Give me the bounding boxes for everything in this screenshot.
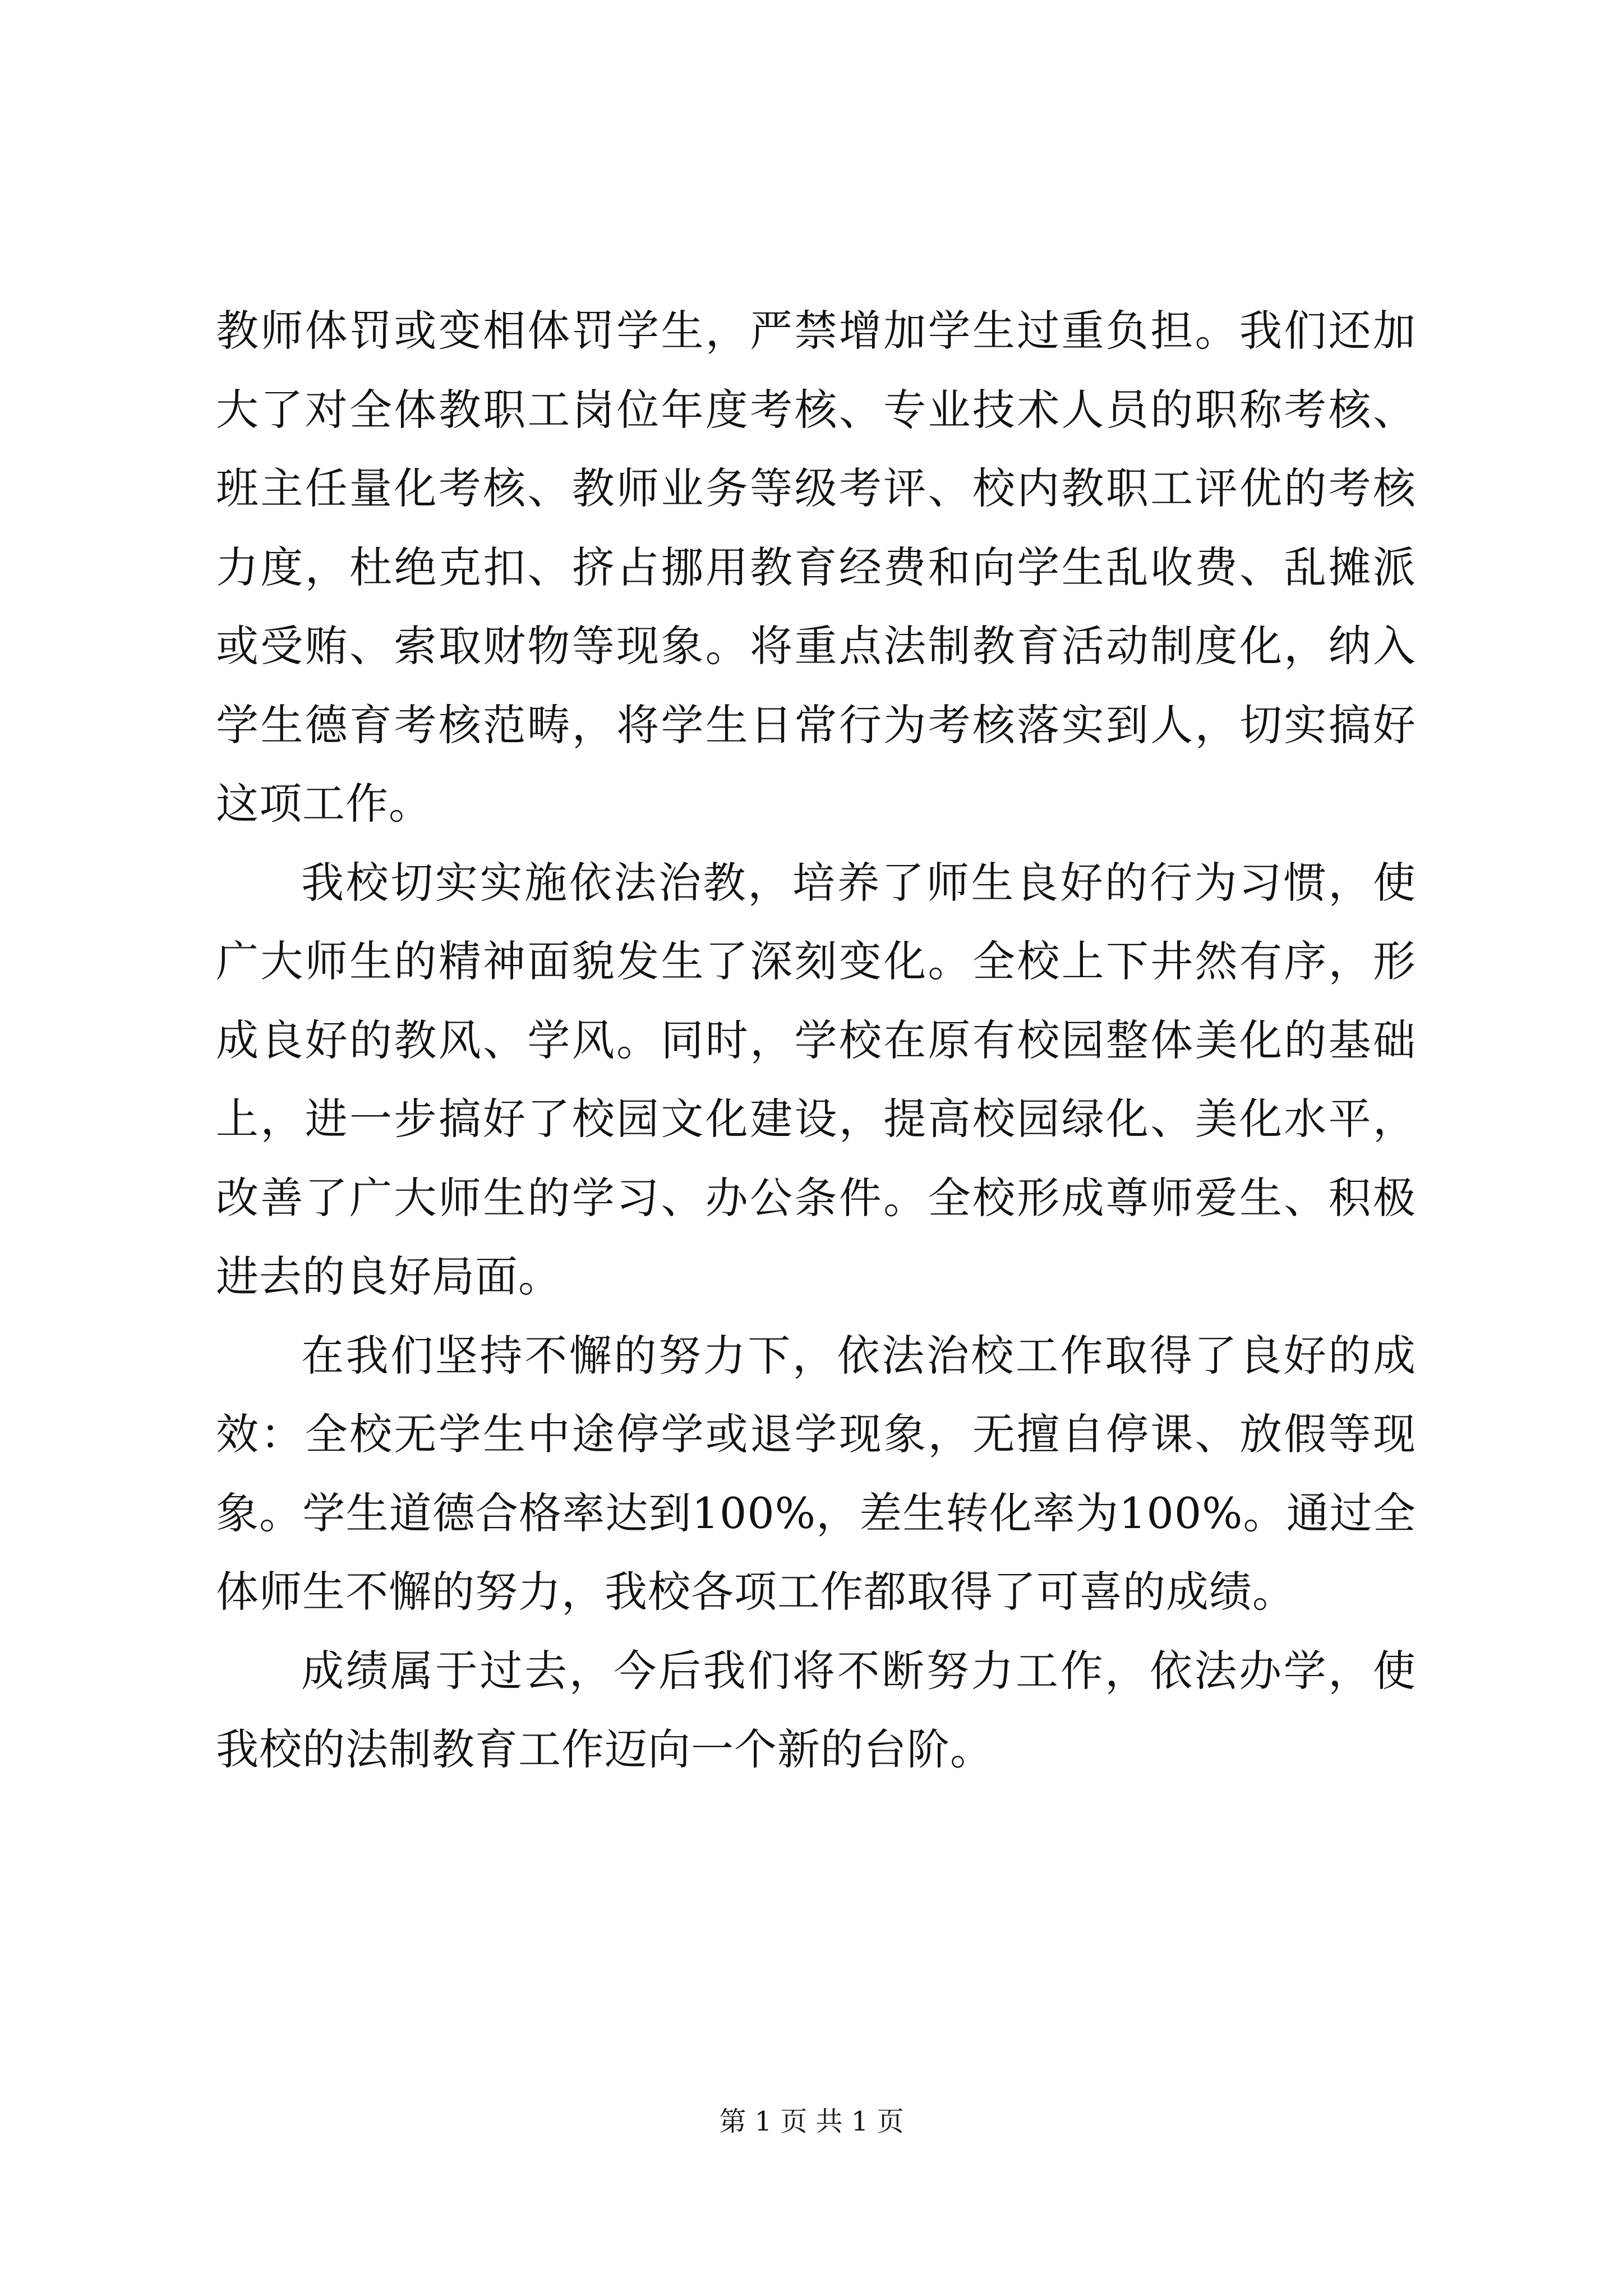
paragraph-3: 在我们坚持不懈的努力下，依法治校工作取得了良好的成效：全校无学生中途停学或退学现象，无擅自停课、放假等现象。学生道德合格率达到100%，差生转化率为100%。通过全体师生不懈的努力，我校各项工作都取得了可喜的成绩。: [216, 1330, 1416, 1617]
paragraph-4: 成绩属于过去，今后我们将不断努力工作，依法办学，使我校的法制教育工作迈向一个新的台阶。: [216, 1645, 1416, 1774]
page-number-footer: 第 1 页 共 1 页: [719, 2106, 904, 2137]
paragraph-1: 教师体罚或变相体罚学生，严禁增加学生过重负担。我们还加大了对全体教职工岗位年度考核、专业技术人员的职称考核、班主任量化考核、教师业务等级考评、校内教职工评优的考核力度，杜绝克扣、挤占挪用教育经费和向学生乱收费、乱摊派或受贿、索取财物等现象。将重点法制教育活动制度化，纳入学生德育考核范畴，将学生日常行为考核落实到人，切实搞好这项工作。: [216, 306, 1416, 829]
document-body: [216, 292, 1416, 1789]
paragraph-2: 我校切实实施依法治教，培养了师生良好的行为习惯，使广大师生的精神面貌发生了深刻变化。全校上下井然有序，形成良好的教风、学风。同时，学校在原有校园整体美化的基础上，进一步搞好了校园文化建设，提高校园绿化、美化水平，改善了广大师生的学习、办公条件。全校形成尊师爱生、积极进去的良好局面。: [216, 857, 1416, 1301]
